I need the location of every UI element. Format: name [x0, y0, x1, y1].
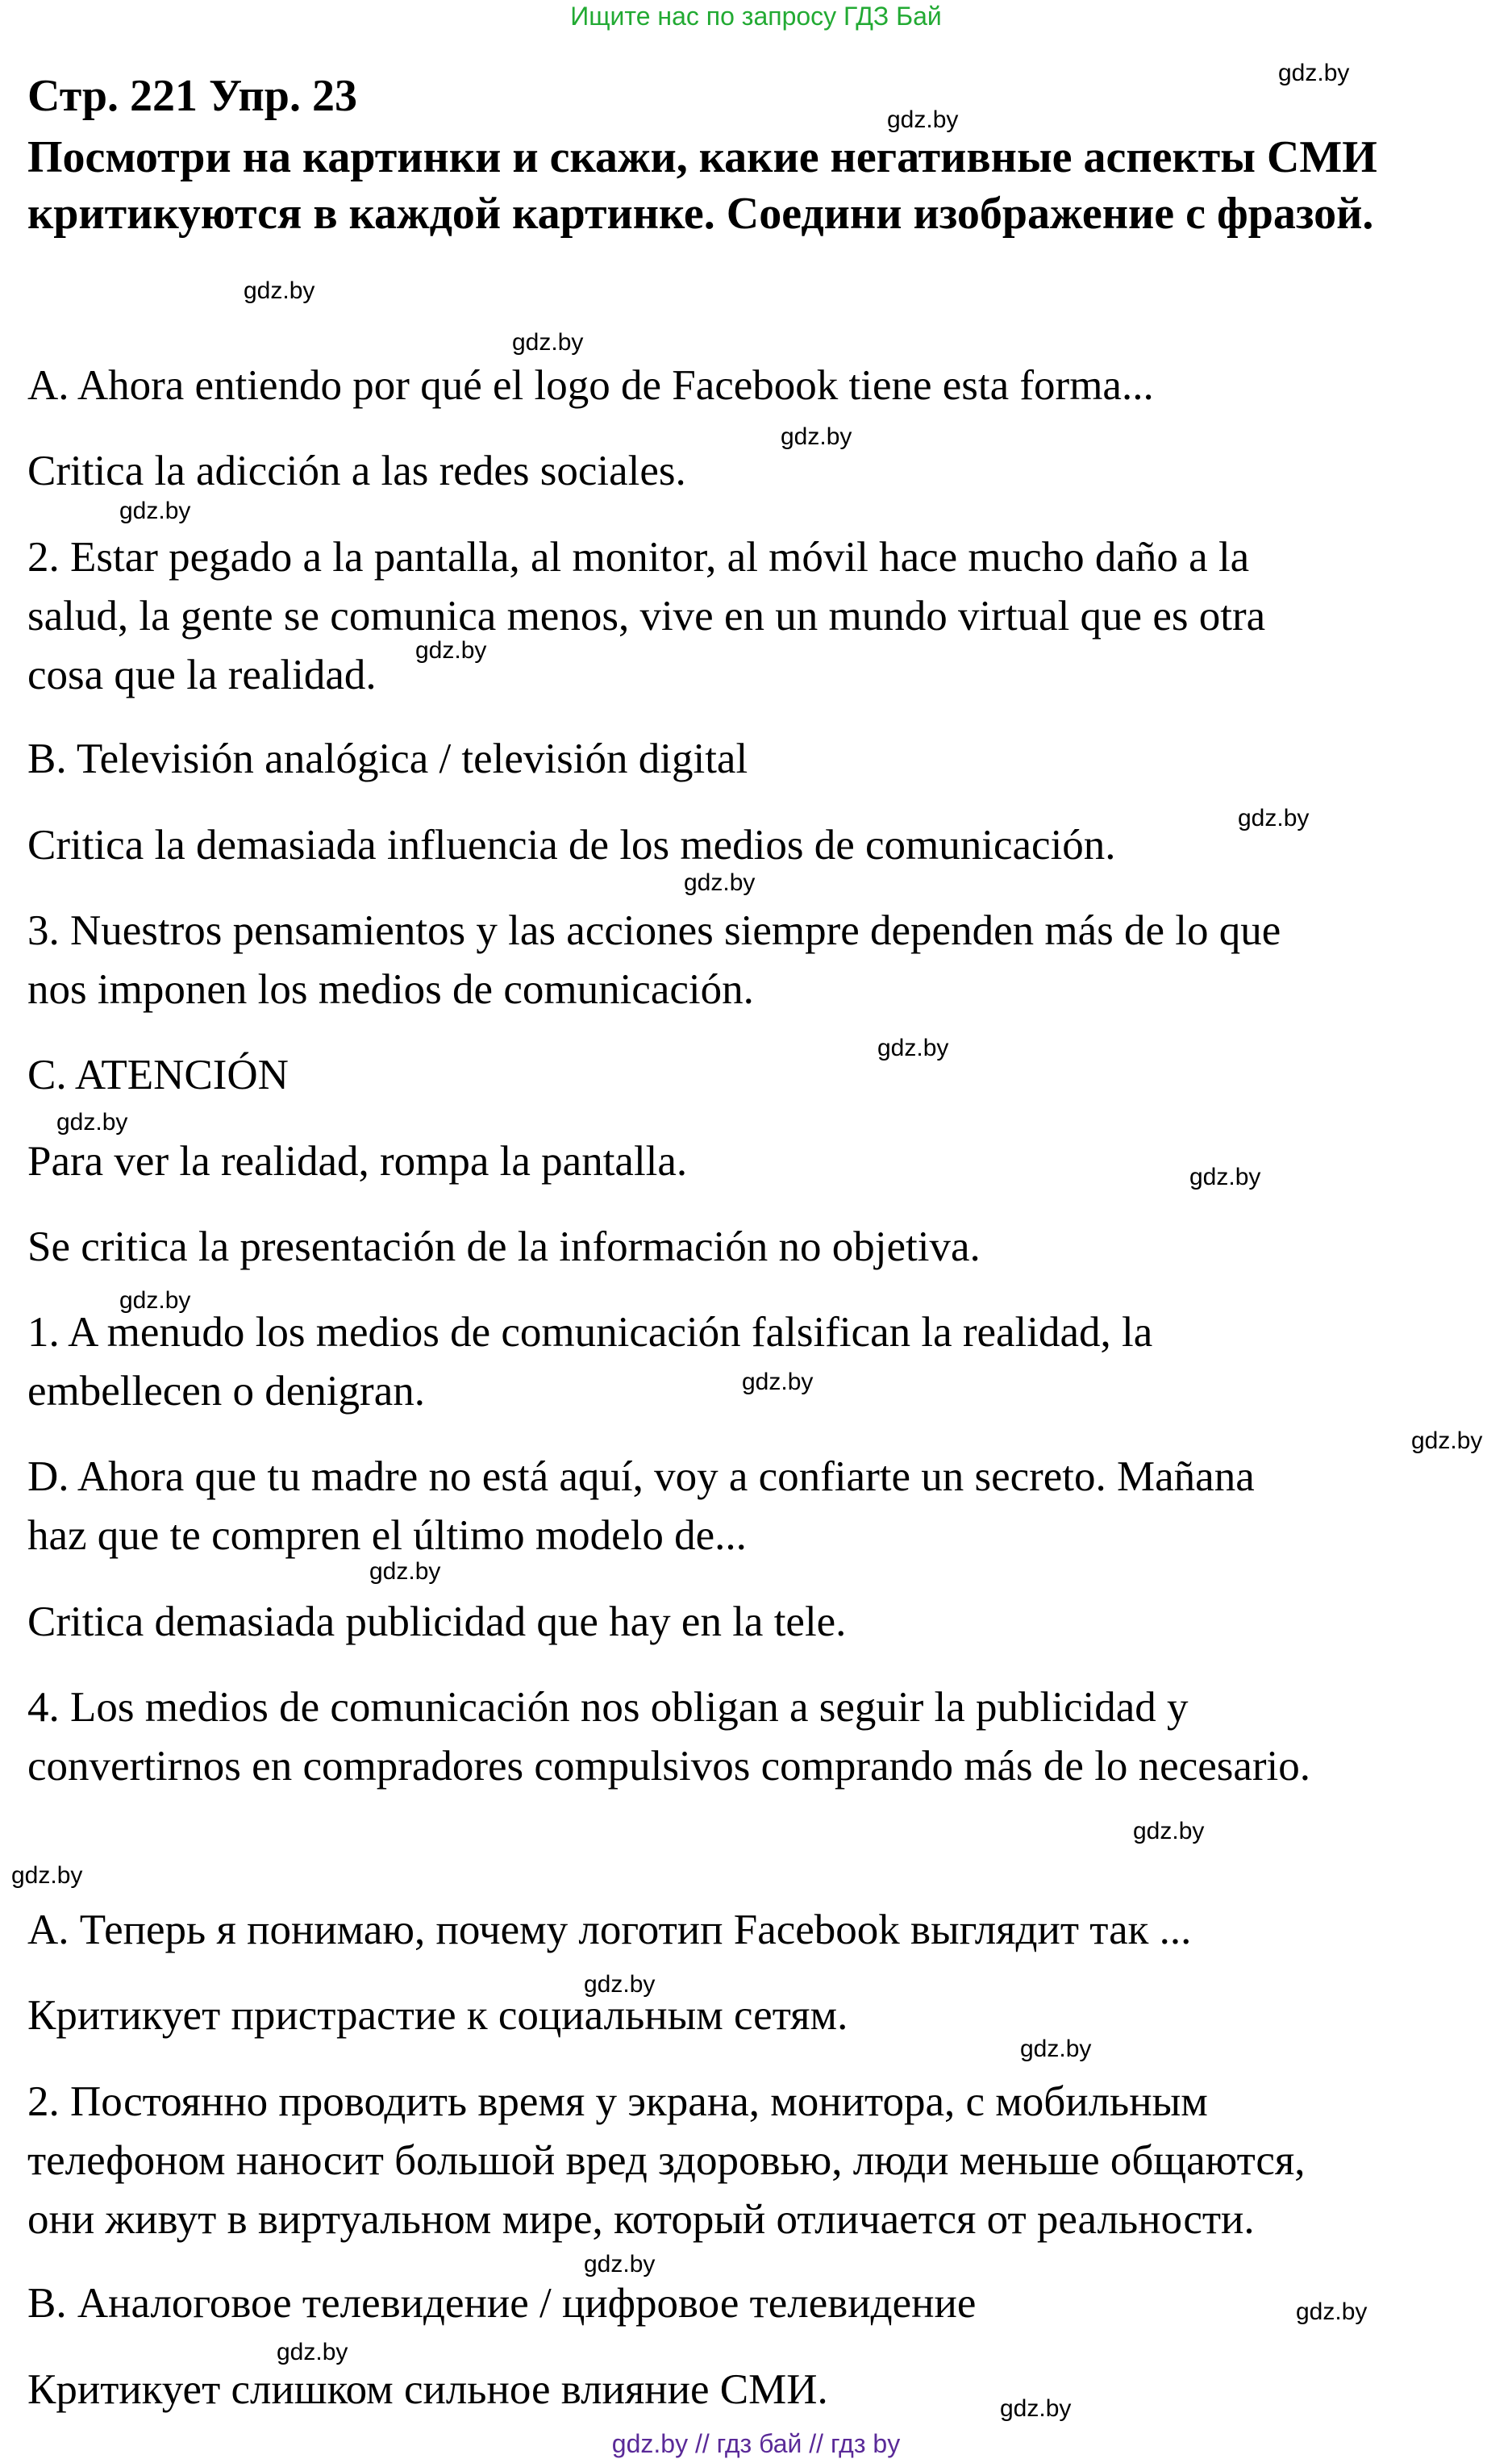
- watermark: gdz.by: [369, 1558, 441, 1585]
- watermark: gdz.by: [684, 869, 756, 896]
- ru-a-critica: Критикует пристрастие к социальным сетям.: [27, 1992, 848, 2039]
- watermark: gdz.by: [781, 423, 852, 450]
- search-banner[interactable]: Ищите нас по запросу ГДЗ Бай: [570, 2, 942, 31]
- es-item3-line1: 3. Nuestros pensamientos y las acciones siempre dependen más de lo que: [27, 907, 1281, 954]
- watermark: gdz.by: [1020, 2036, 1092, 2062]
- watermark: gdz.by: [1000, 2395, 1072, 2422]
- exercise-number: Стр. 221 Упр. 23: [27, 71, 357, 121]
- watermark: gdz.by: [415, 637, 487, 664]
- watermark: gdz.by: [1238, 805, 1310, 831]
- watermark: gdz.by: [56, 1109, 128, 1136]
- watermark: gdz.by: [1296, 2298, 1368, 2325]
- es-c-critica: Se critica la presentación de la información no objetiva.: [27, 1223, 981, 1270]
- es-item2-line2: salud, la gente se comunica menos, vive en un mundo virtual que es otra: [27, 593, 1266, 640]
- es-item4-line2: convertirnos en compradores compulsivos comprando más de lo necesario.: [27, 1743, 1311, 1790]
- ru-item2-line2: телефоном наносит большой вред здоровью, люди меньше общаются,: [27, 2137, 1306, 2184]
- task-line-2: критикуются в каждой картинке. Соедини изображение с фразой.: [27, 189, 1374, 239]
- es-item3-line2: nos imponen los medios de comunicación.: [27, 966, 754, 1013]
- es-item2-line3: cosa que la realidad.: [27, 652, 377, 698]
- watermark: gdz.by: [119, 498, 191, 524]
- ru-item2-line3: они живут в виртуальном мире, который отличается от реальности.: [27, 2196, 1255, 2243]
- watermark: gdz.by: [742, 1369, 814, 1395]
- footer-links[interactable]: gdz.by // гдз бай // гдз by: [611, 2429, 901, 2458]
- watermark: gdz.by: [244, 277, 315, 304]
- task-line-1: Посмотри на картинки и скажи, какие негативные аспекты СМИ: [27, 132, 1377, 182]
- watermark: gdz.by: [277, 2339, 348, 2365]
- es-c-sub: Para ver la realidad, rompa la pantalla.: [27, 1138, 688, 1185]
- watermark: gdz.by: [584, 2251, 656, 2278]
- es-b-critica: Critica la demasiada influencia de los medios de comunicación.: [27, 822, 1116, 869]
- ru-a-title: А. Теперь я понимаю, почему логотип Facebook выглядит так ...: [27, 1907, 1192, 1953]
- es-d-title-line2: haz que te compren el último modelo de...: [27, 1512, 747, 1559]
- watermark: gdz.by: [584, 1971, 656, 1998]
- es-item1-line1: 1. A menudo los medios de comunicación falsifican la realidad, la: [27, 1309, 1153, 1356]
- es-item4-line1: 4. Los medios de comunicación nos obligan a seguir la publicidad y: [27, 1684, 1189, 1731]
- ru-item2-line1: 2. Постоянно проводить время у экрана, монитора, с мобильным: [27, 2078, 1208, 2125]
- watermark: gdz.by: [877, 1035, 949, 1061]
- watermark: gdz.by: [1411, 1427, 1483, 1454]
- watermark: gdz.by: [119, 1287, 191, 1314]
- es-d-critica: Critica demasiada publicidad que hay en la tele.: [27, 1598, 847, 1645]
- watermark: gdz.by: [1278, 60, 1350, 86]
- es-c-title: C. ATENCIÓN: [27, 1052, 289, 1098]
- watermark: gdz.by: [887, 106, 959, 133]
- watermark: gdz.by: [1133, 1818, 1205, 1844]
- es-d-title-line1: D. Ahora que tu madre no está aquí, voy a confiarte un secreto. Mañana: [27, 1453, 1255, 1500]
- watermark: gdz.by: [1189, 1164, 1261, 1190]
- es-item1-line2: embellecen o denigran.: [27, 1368, 425, 1415]
- es-b-title: B. Televisión analógica / televisión digital: [27, 736, 748, 782]
- watermark: gdz.by: [11, 1862, 83, 1889]
- es-item2-line1: 2. Estar pegado a la pantalla, al monitor, al móvil hace mucho daño a la: [27, 534, 1250, 581]
- ru-b-critica: Критикует слишком сильное влияние СМИ.: [27, 2366, 828, 2413]
- ru-b-title: В. Аналоговое телевидение / цифровое телевидение: [27, 2280, 977, 2327]
- watermark: gdz.by: [512, 329, 584, 356]
- es-a-critica: Critica la adicción a las redes sociales.: [27, 448, 686, 494]
- es-a-title: A. Ahora entiendo por qué el logo de Facebook tiene esta forma...: [27, 362, 1154, 409]
